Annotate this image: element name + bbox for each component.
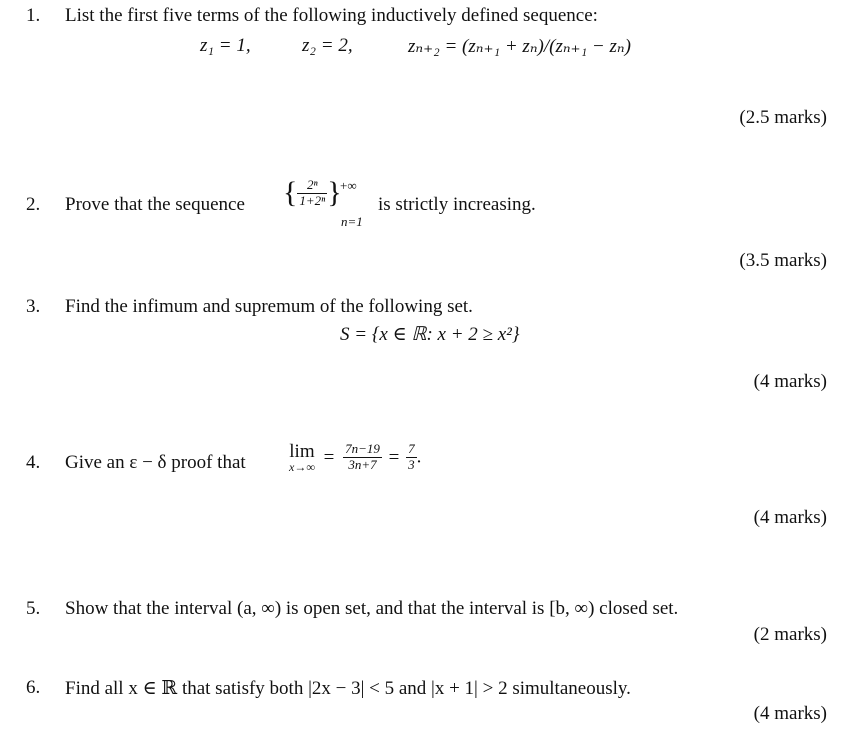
- question-6-marks: (4 marks): [753, 703, 827, 724]
- question-6-prompt: Find all x ∈ ℝ that satisfy both |2x − 3| < 5 and |x + 1| > 2 simultaneously.: [65, 678, 631, 699]
- left-brace: {: [283, 176, 298, 209]
- question-2-upper-limit: +∞: [340, 178, 357, 193]
- right-brace: }: [327, 176, 342, 209]
- equals-sign-2: =: [388, 446, 400, 468]
- limit-operator: [289, 442, 315, 473]
- question-3-formula: S = {x ∈ ℝ: x + 2 ≥ x²}: [340, 324, 520, 345]
- question-1-prompt: List the first five terms of the following inductively defined sequence:: [65, 5, 598, 26]
- question-3-marks: (4 marks): [753, 371, 827, 392]
- question-1-formula-z1: z₁ = 1,: [200, 35, 251, 56]
- question-5-number: 5.: [26, 598, 41, 619]
- fraction-1-top: 7n−19: [345, 441, 380, 457]
- question-2-prompt-after: is strictly increasing.: [378, 194, 536, 215]
- fraction-2-top: 7: [408, 441, 415, 457]
- fraction-1-bottom: 3n+7: [348, 457, 377, 472]
- question-6-number: 6.: [26, 677, 41, 698]
- limit-word: lim: [289, 441, 315, 462]
- question-4-number: 4.: [26, 452, 41, 473]
- question-3-prompt: Find the infimum and supremum of the following set.: [65, 296, 473, 317]
- question-3-number: 3.: [26, 296, 41, 317]
- question-4-limit-expression: [289, 442, 421, 473]
- question-5-prompt: Show that the interval (a, ∞) is open set, and that the interval is [b, ∞) closed set.: [65, 598, 679, 619]
- question-2-fraction-bottom: 1+2ⁿ: [299, 192, 326, 208]
- equals-sign-1: =: [323, 446, 335, 468]
- question-1-number: 1.: [26, 5, 41, 26]
- fraction-2-bottom: 3: [408, 457, 415, 472]
- period: .: [416, 446, 422, 468]
- question-2-sequence: [283, 176, 342, 210]
- question-1-marks: (2.5 marks): [739, 107, 827, 128]
- question-2-marks: (3.5 marks): [739, 250, 827, 271]
- question-4-fraction-2: [406, 442, 417, 473]
- question-4-marks: (4 marks): [753, 507, 827, 528]
- question-1-formula-recurrence: zₙ₊₂ = (zₙ₊₁ + zₙ)/(zₙ₊₁ − zₙ): [408, 36, 631, 57]
- question-2-lower-limit: n=1: [341, 214, 363, 229]
- question-5-marks: (2 marks): [753, 624, 827, 645]
- question-4-fraction-1: [343, 442, 382, 473]
- question-4-prompt: Give an ε − δ proof that: [65, 452, 246, 473]
- question-1-formula-z2: z₂ = 2,: [302, 35, 353, 56]
- question-2-number: 2.: [26, 194, 41, 215]
- question-2-fraction: [297, 178, 327, 209]
- limit-subscript: x→∞: [289, 460, 315, 474]
- question-2-prompt-before: Prove that the sequence: [65, 194, 245, 215]
- question-2-fraction-top: 2ⁿ: [297, 178, 327, 194]
